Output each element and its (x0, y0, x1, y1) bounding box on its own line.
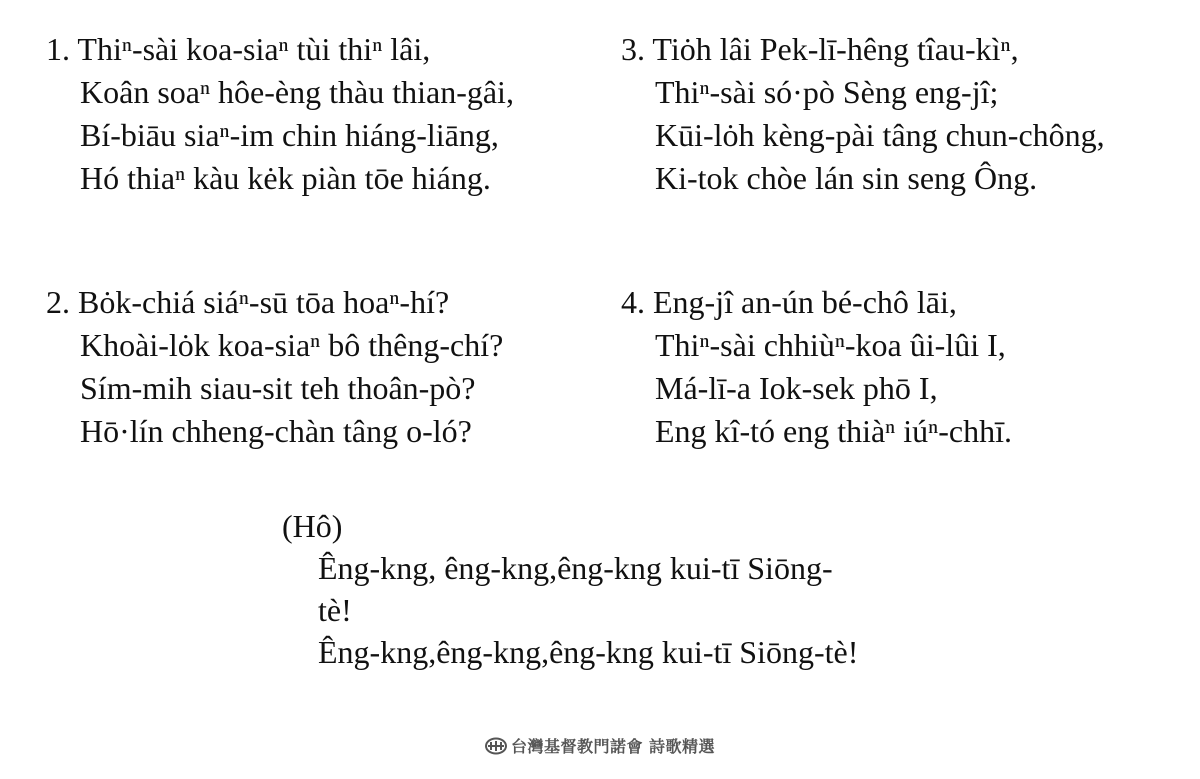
chorus (282, 505, 882, 673)
verse-4-line-2: Thiⁿ-sài chhiùⁿ-koa ûi-lûi I, (655, 327, 1006, 363)
chorus-line-2: tè! (318, 592, 352, 628)
verse-2-line-4: Hō·lín chheng-chàn tâng o-ló? (80, 413, 472, 449)
verse-3-line-4: Ki-tok chòe lán sin seng Ông. (655, 160, 1038, 196)
verse-3-line-1 (621, 28, 1105, 71)
footer (0, 734, 1200, 757)
verse-2-line-3: Sím-mih siau-sit teh thoân-pò? (80, 370, 476, 406)
chorus-line-1: Êng-kng, êng-kng,êng-kng kui-tī Siōng- (318, 550, 833, 586)
verse-4-line-4: Eng kî-tó eng thiàⁿ iúⁿ-chhī. (655, 413, 1012, 449)
verse-2 (46, 281, 503, 453)
verse-1-number: 1. (46, 31, 70, 67)
chorus-line-3: Êng-kng,êng-kng,êng-kng kui-tī Siōng-tè! (318, 634, 859, 670)
verse-2-line-2: Khoài-lȯk koa-siaⁿ bô thêng-chí? (80, 327, 504, 363)
verse-4-line-1 (621, 281, 1012, 324)
church-logo-icon (485, 737, 507, 755)
verse-1-line-1-text: Thiⁿ-sài koa-siaⁿ tùi thiⁿ lâi, (77, 31, 431, 67)
verse-1-line-4: Hó thiaⁿ kàu kėk piàn tōe hiáng. (80, 160, 491, 196)
verse-1 (46, 28, 514, 200)
verse-2-number: 2. (46, 284, 70, 320)
verse-3 (621, 28, 1105, 200)
verse-1-line-2: Koân soaⁿ hôe-èng thàu thian-gâi, (80, 74, 514, 110)
verse-4-line-1-text: Eng-jî an-ún bé-chô lāi, (653, 284, 957, 320)
verse-4 (621, 281, 1012, 453)
verse-3-line-2: Thiⁿ-sài só·pò Sèng eng-jî; (655, 74, 999, 110)
chorus-label: (Hô) (282, 508, 343, 544)
verse-4-line-3: Má-lī-a Iok-sek phō I, (655, 370, 938, 406)
verse-2-line-1-text: Bȯk-chiá siáⁿ-sū tōa hoaⁿ-hí? (78, 284, 450, 320)
verse-3-line-1-text: Tiȯh lâi Pek-lī-hêng tîau-kìⁿ, (652, 31, 1019, 67)
verse-3-line-3: Kūi-lȯh kèng-pài tâng chun-chông, (655, 117, 1105, 153)
verse-3-number: 3. (621, 31, 645, 67)
verse-2-line-1 (46, 281, 503, 324)
verse-4-number: 4. (621, 284, 645, 320)
verse-1-line-1 (46, 28, 514, 71)
footer-text: 台灣基督教門諾會 詩歌精選 (510, 737, 716, 756)
verse-1-line-3: Bí-biāu siaⁿ-im chin hiáng-liāng, (80, 117, 499, 153)
